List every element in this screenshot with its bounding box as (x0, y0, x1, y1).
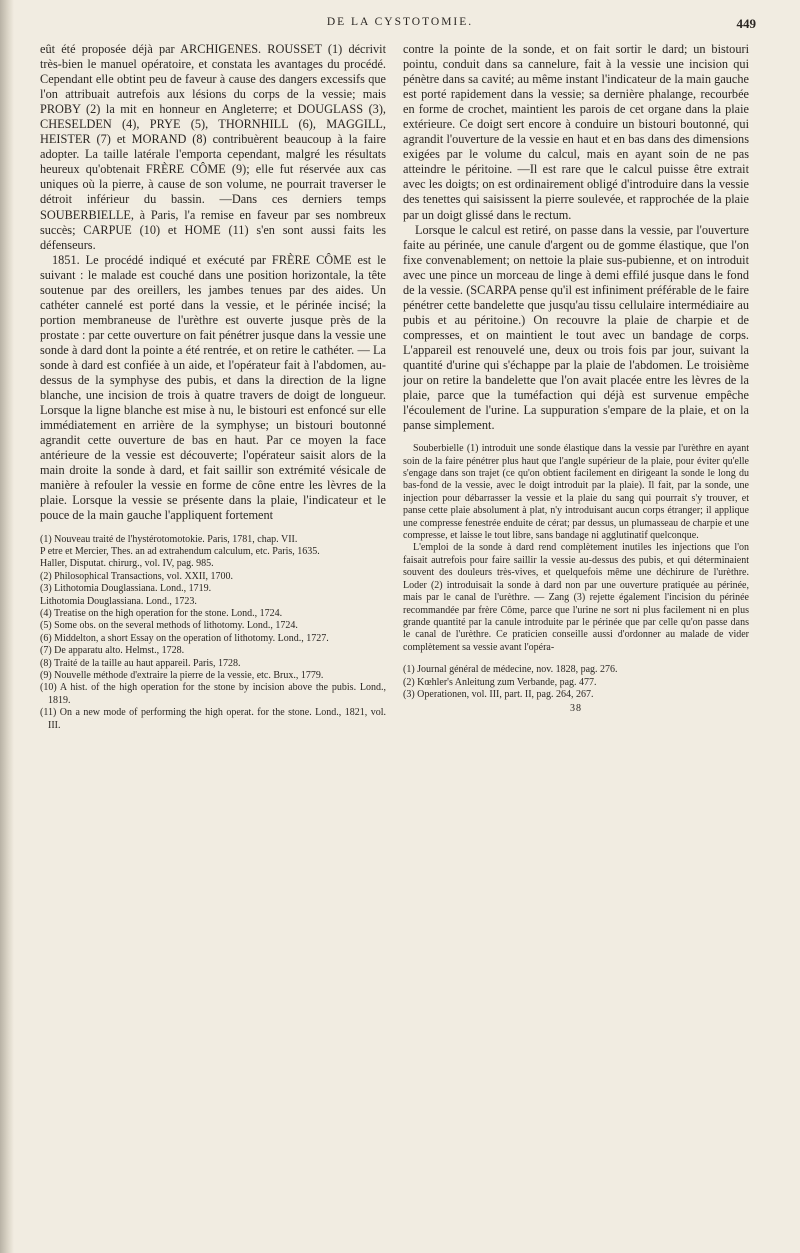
paragraph: eût été proposée déjà par ARCHIGENES. ROUSSET (1) décrivit très-bien le manuel opératoire, et constata les avantages du procédé. Cependant elle obtint peu de faveur à cause des dangers excessifs que l'on attribuait autrefois aux lésions du corps de la vessie; mais PROBY (2) la mit en honneur en Angleterre; et DOUGLASS (3), CHESELDEN (4), PRYE (5), THORNHILL (6), MAGGILL, HEISTER (7) et MORAND (8) contribuèrent beaucoup à la faire adopter. La taille latérale l'emporta cependant, malgré les résultats heureux qu'obtenait FRÈRE CÔME (9); elle fut réservée aux cas uniques où la pierre, à cause de son volume, ne pourrait traverser le détroit inférieur du bassin. —Dans ces derniers temps SOUBERBIELLE, à Paris, l'a remise en faveur par ses nombreux succès; CARPUE (10) et HOME (11) s'en sont aussi faits les défenseurs. (40, 42, 386, 252)
page-number: 449 (736, 16, 756, 31)
footnote: (11) On a new mode of performing the high operat. for the stone. Lond., 1821, vol. III. (40, 707, 386, 731)
right-column (403, 42, 749, 1222)
footnote: (2) Philosophical Transactions, vol. XXII, 1700. (40, 570, 234, 582)
running-title: DE LA CYSTOTOMIE. (326, 16, 474, 28)
signature-mark: 38 (570, 703, 582, 715)
footnote: (4) Treatise on the high operation for the stone. Lond., 1724. (40, 607, 283, 619)
footnote: (7) De apparatu alto. Helmst., 1728. (40, 645, 185, 657)
footnotes (403, 664, 749, 701)
footnote: Lithotomia Douglassiana. Lond., 1723. (40, 595, 197, 607)
footnote: Haller, Disputat. chirurg., vol. IV, pag. 985. (40, 558, 214, 570)
footnote: (3) Operationen, vol. III, part. II, pag. 264, 267. (403, 688, 594, 700)
footnote: (10) A hist. of the high operation for the stone by incision above the pubis. Lond., 1819. (40, 682, 386, 706)
footnote: (3) Lithotomia Douglassiana. Lond., 1719. (40, 583, 212, 595)
small-print-paragraph: Souberbielle (1) introduit une sonde élastique dans la vessie par l'urèthre en ayant soin de la faire pénétrer plus haut que l'angle supérieur de la plaie, pour éviter qu'elle s'engage dans son trajet (ce qu'on obtient facilement en dirigeant la sonde le long du bas-fond de la vessie, avec le doigt introduit par la plaie). Il fait, par la sonde, une injection pour débarrasser la vessie et la plaie du sang qui pourrait s'y trouver, et panse cette plaie absolument à plat, n'y introduisant aucun corps étranger; il applique une compresse fenestrée enduite de cérat; par dessus, un plumasseau de charpie et une compresse, et laisse le tout libre, sans bandage ni agglutinatif quelconque. (403, 443, 749, 542)
footnote: (2) Kœhler's Anleitung zum Verbande, pag. 477. (403, 676, 597, 688)
footnote: (9) Nouvelle méthode d'extraire la pierre de la vessie, etc. Brux., 1779. (40, 669, 324, 681)
page-binding-edge (0, 0, 14, 1253)
paragraph: Lorsque le calcul est retiré, on passe dans la vessie, par l'ouverture faite au périnée, une canule d'argent ou de gomme élastique, que l'on fixe convenablement; on nettoie la plaie sus-pubienne, et on introduit avec une pince un morceau de linge à demi effilé jusque dans le fond de la vessie. (SCARPA pense qu'il est infiniment préférable de le faire pénétrer cette bandelette que jusqu'au tissu cellulaire intermédiaire au pubis et au péritoine.) On recouvre la plaie de charpie et de compresses, et on maintient le tout avec un bandage de corps. L'appareil est renouvelé une, deux ou trois fois par jour, suivant la quantité d'urine qui s'échappe par la plaie de l'abdomen. Le troisième jour on retire la bandelette que l'on avait placée entre les lèvres de la plaie, parce que la tuméfaction qui déjà est survenue empêche l'écoulement de l'urine. La suppuration s'empare de la plaie, et on la panse simplement. (403, 222, 749, 433)
running-header (0, 16, 800, 34)
footnote: P etre et Mercier, Thes. an ad extrahendum calculum, etc. Paris, 1635. (40, 545, 320, 557)
footnote: (5) Some obs. on the several methods of lithotomy. Lond., 1724. (40, 620, 298, 632)
footnotes (40, 534, 386, 733)
footnote: (1) Nouveau traité de l'hystérotomotokie. Paris, 1781, chap. VII. (40, 533, 298, 545)
footnote: (8) Traité de la taille au haut appareil. Paris, 1728. (40, 657, 241, 669)
paragraph: contre la pointe de la sonde, et on fait sortir le dard; un bistouri pointu, conduit dans sa cannelure, fait à la vessie une incision qui pénètre dans sa cavité; au même instant l'indicateur de la main gauche est porté rapidement dans la vessie; sa dernière phalange, recourbée en forme de crochet, maintient les parois de cet organe dans la plaie extérieure. Ce doigt sert encore à conduire un bistouri boutonné, qui agrandit l'ouverture de la vessie en haut et en bas dans des dimensions exigées par le volume du calcul, mais en ayant soin de ne pas atteindre le péritoine. —Il est rare que le calcul puisse être extrait avec les doigts; on est ordinairement obligé d'introduire dans la vessie des tenettes qui saisissent la pierre soulevée, et rapprochée de la plaie par un doigt glissé dans le rectum. (403, 42, 749, 222)
footnote: (1) Journal général de médecine, nov. 1828, pag. 276. (403, 664, 618, 676)
small-print-paragraph: L'emploi de la sonde à dard rend complètement inutiles les injections que l'on faisait autrefois pour faire saillir la vessie au-dessus des pubis, et qui déterminaient souvent des douleurs très-vives, et quelquefois même une déchirure de l'urèthre. Loder (2) introduisait la sonde à dard non par une ouverture pratiquée au périnée, mais par le canal de l'urèthre. — Zang (3) rejette également l'incision du périnée recommandée par frère Côme, parce que l'urine ne sort ni plus facilement ni en plus grande quantité par la canule introduite par le périnée que par celle qu'on passe dans le canal de l'urèthre. Ce praticien conseille aussi d'ordonner au malade de vider complètement sa vessie avant l'opéra- (403, 542, 749, 653)
left-column (40, 42, 386, 1222)
footnote: (6) Middelton, a short Essay on the operation of lithotomy. Lond., 1727. (40, 632, 329, 644)
small-print-notes (403, 443, 749, 654)
paragraph: 1851. Le procédé indiqué et exécuté par FRÈRE CÔME est le suivant : le malade est couché dans une position horizontale, la tête soutenue par des oreillers, les jambes tenues par des aides. Un cathéter cannelé est porté dans la vessie, et le périnée incisé; la portion membraneuse de l'urèthre est ouverte jusque près de la prostate : par cette ouverture on fait pénétrer jusque dans la vessie une sonde à dard dont la pointe a été rentrée, et on retire le cathéter. — La sonde à dard est confiée à un aide, et l'opérateur fait à l'abdomen, au-dessus de la symphyse des pubis, et dans la direction de la ligne blanche, une incision de trois à quatre travers de doigt de longueur. Lorsque la ligne blanche est mise à nu, le bistouri est enfoncé sur elle immédiatement en arrière de la symphyse; un bistouri boutonné agrandit cette ouverture de bas en haut. Par ce moyen la face antérieure de la vessie est découverte; l'opérateur saisit alors de la main droite la sonde à dard, et fait saillir son extrémité vésicale de manière à refouler la vessie en forme de cône entre les lèvres de la plaie. Lorsque la vessie se présente dans la plaie, l'indicateur et le pouce de la main gauche l'appliquent fortement (40, 252, 386, 523)
